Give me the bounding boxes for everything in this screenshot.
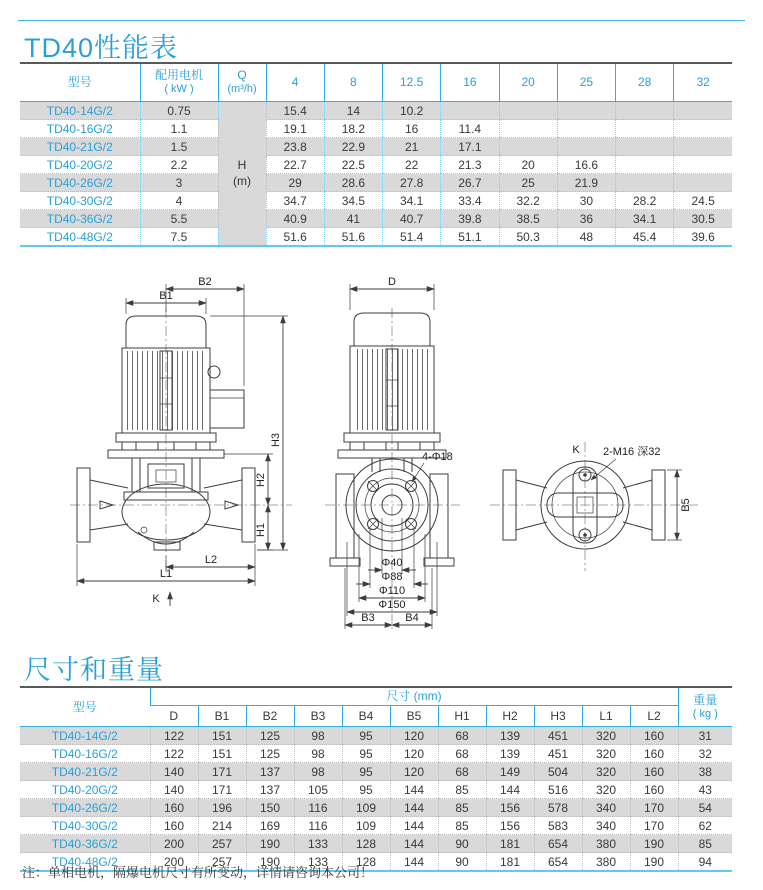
dimension-cell: 160 [630, 727, 678, 745]
dimension-cell: 151 [198, 745, 246, 763]
head-value-cell: 33.4 [441, 192, 499, 210]
dimension-cell: 85 [438, 781, 486, 799]
head-value-cell: 21.3 [441, 156, 499, 174]
dimension-cell: 122 [150, 727, 198, 745]
col-header-flow-4: 20 [499, 63, 557, 102]
model-cell: TD40-36G/2 [20, 210, 140, 228]
dimension-cell: 98 [294, 763, 342, 781]
head-value-cell: 22.7 [266, 156, 324, 174]
dimension-cell: 160 [150, 799, 198, 817]
dimension-cell: 125 [246, 745, 294, 763]
dimension-weight-table [20, 686, 732, 872]
motor-kw-cell: 1.5 [140, 138, 218, 156]
top-rule [18, 20, 745, 21]
head-unit-cell: H (m) [218, 102, 266, 247]
head-value-cell: 41 [324, 210, 382, 228]
motor-kw-cell: 2.2 [140, 156, 218, 174]
head-value-cell: 51.6 [324, 228, 382, 247]
head-value-cell: 17.1 [441, 138, 499, 156]
dimension-cell: 320 [582, 763, 630, 781]
dimension-cell: 120 [390, 763, 438, 781]
head-value-cell [674, 102, 732, 120]
col-header-model: 型号 [20, 687, 150, 727]
dim-label-h3: H3 [270, 432, 282, 448]
dimension-cell: 95 [342, 745, 390, 763]
dimension-cell: 85 [438, 817, 486, 835]
dimension-cell: 150 [246, 799, 294, 817]
col-header-dim-H1: H1 [438, 706, 486, 727]
col-header-flow-6: 28 [616, 63, 674, 102]
head-value-cell: 15.4 [266, 102, 324, 120]
head-value-cell: 19.1 [266, 120, 324, 138]
head-value-cell: 38.5 [499, 210, 557, 228]
dimension-cell: 170 [630, 817, 678, 835]
head-value-cell [616, 138, 674, 156]
weight-cell: 85 [678, 835, 732, 853]
dimension-cell: 109 [342, 817, 390, 835]
dimension-cell: 144 [486, 781, 534, 799]
perf-row-TD40-20G/2 [20, 156, 732, 174]
head-value-cell [557, 120, 615, 138]
dimension-cell: 169 [246, 817, 294, 835]
head-value-cell: 28.2 [616, 192, 674, 210]
dimension-cell: 90 [438, 835, 486, 853]
dimension-cell: 85 [438, 799, 486, 817]
dimension-cell: 578 [534, 799, 582, 817]
dimension-cell: 190 [246, 853, 294, 872]
head-value-cell: 22.5 [324, 156, 382, 174]
dimension-cell: 190 [246, 835, 294, 853]
dim-label-b5: B5 [680, 498, 692, 512]
model-cell: TD40-26G/2 [20, 799, 150, 817]
front-view-drawing [325, 276, 460, 630]
dimension-cell: 200 [150, 853, 198, 872]
col-header-flow-0: 4 [266, 63, 324, 102]
perf-row-TD40-36G/2 [20, 210, 732, 228]
bolt-hole [406, 519, 417, 530]
perf-row-TD40-30G/2 [20, 192, 732, 210]
dimensions-section-title: 尺寸和重量 [24, 655, 164, 685]
col-header-motor: 配用电机 ( kW ) [140, 63, 218, 102]
dimension-cell: 144 [390, 799, 438, 817]
dimension-cell: 583 [534, 817, 582, 835]
performance-section-title: TD40性能表 [24, 33, 179, 63]
weight-cell: 31 [678, 727, 732, 745]
dimension-cell: 144 [390, 835, 438, 853]
dim-row-TD40-16G/2 [20, 745, 732, 763]
dimension-cell: 181 [486, 853, 534, 872]
head-value-cell [616, 102, 674, 120]
head-value-cell [674, 174, 732, 192]
model-cell: TD40-16G/2 [20, 745, 150, 763]
dim-label-b4: B4 [405, 612, 419, 624]
perf-row-TD40-16G/2 [20, 120, 732, 138]
model-cell: TD40-20G/2 [20, 156, 140, 174]
dimension-cell: 105 [294, 781, 342, 799]
dimension-cell: 516 [534, 781, 582, 799]
col-header-dim-B1: B1 [198, 706, 246, 727]
head-value-cell: 26.7 [441, 174, 499, 192]
dimension-cell: 654 [534, 853, 582, 872]
head-value-cell: 34.1 [383, 192, 441, 210]
dimension-cell: 68 [438, 727, 486, 745]
model-cell: TD40-14G/2 [20, 102, 140, 120]
head-value-cell [557, 102, 615, 120]
model-cell: TD40-16G/2 [20, 120, 140, 138]
head-value-cell [499, 102, 557, 120]
dimension-cell: 133 [294, 853, 342, 872]
dimension-cell: 257 [198, 835, 246, 853]
col-header-dim-B4: B4 [342, 706, 390, 727]
dimension-cell: 95 [342, 763, 390, 781]
head-value-cell: 10.2 [383, 102, 441, 120]
dimension-cell: 90 [438, 853, 486, 872]
col-header-dim-B2: B2 [246, 706, 294, 727]
dimension-cell: 160 [630, 763, 678, 781]
col-header-flow-1: 8 [324, 63, 382, 102]
head-value-cell: 48 [557, 228, 615, 247]
col-header-weight: 重量 ( kg ) [678, 687, 732, 727]
perf-row-TD40-26G/2 [20, 174, 732, 192]
col-header-dim-H3: H3 [534, 706, 582, 727]
head-value-cell [674, 138, 732, 156]
col-header-dim-L1: L1 [582, 706, 630, 727]
dimension-cell: 451 [534, 745, 582, 763]
bolt-hole [368, 481, 379, 492]
head-value-cell [616, 174, 674, 192]
motor-kw-cell: 4 [140, 192, 218, 210]
dimension-cell: 380 [582, 835, 630, 853]
motor-kw-cell: 7.5 [140, 228, 218, 247]
dimension-cell: 139 [486, 727, 534, 745]
dim-label-b2: B2 [198, 276, 212, 288]
head-value-cell: 36 [557, 210, 615, 228]
head-value-cell: 39.6 [674, 228, 732, 247]
dimension-cell: 144 [390, 853, 438, 872]
dimension-cell: 116 [294, 799, 342, 817]
dimension-cell: 128 [342, 835, 390, 853]
dim-label-l2: L2 [204, 554, 218, 566]
dimension-cell: 140 [150, 763, 198, 781]
dimension-cell: 181 [486, 835, 534, 853]
dimension-cell: 160 [630, 745, 678, 763]
head-value-cell [616, 120, 674, 138]
dimension-cell: 68 [438, 745, 486, 763]
head-value-cell: 51.6 [266, 228, 324, 247]
dimension-cell: 156 [486, 817, 534, 835]
dimension-cell: 160 [150, 817, 198, 835]
dim-label-k-top: K [572, 444, 580, 456]
dimension-cell: 214 [198, 817, 246, 835]
dimension-cell: 137 [246, 781, 294, 799]
head-value-cell [557, 138, 615, 156]
dimension-cell: 122 [150, 745, 198, 763]
model-cell: TD40-20G/2 [20, 781, 150, 799]
dim-label-phi150: Φ150 [378, 599, 406, 611]
head-value-cell [674, 156, 732, 174]
model-cell: TD40-21G/2 [20, 138, 140, 156]
col-header-model: 型号 [20, 63, 140, 102]
dimension-cell: 109 [342, 799, 390, 817]
model-cell: TD40-30G/2 [20, 817, 150, 835]
dim-row-TD40-36G/2 [20, 835, 732, 853]
model-cell: TD40-21G/2 [20, 763, 150, 781]
head-value-cell: 34.5 [324, 192, 382, 210]
head-value-cell: 28.6 [324, 174, 382, 192]
model-cell: TD40-14G/2 [20, 727, 150, 745]
head-value-cell: 16.6 [557, 156, 615, 174]
col-header-dim-H2: H2 [486, 706, 534, 727]
head-value-cell: 51.4 [383, 228, 441, 247]
head-value-cell: 51.1 [441, 228, 499, 247]
head-value-cell: 39.8 [441, 210, 499, 228]
dim-label-h2: H2 [255, 472, 267, 488]
dimension-cell: 120 [390, 727, 438, 745]
head-value-cell: 25 [499, 174, 557, 192]
col-header-size-group: 尺寸 (mm) [150, 687, 678, 706]
model-cell: TD40-26G/2 [20, 174, 140, 192]
dimension-cell: 140 [150, 781, 198, 799]
dim-label-h1: H1 [255, 522, 267, 538]
bolt-hole [406, 481, 417, 492]
head-value-cell: 20 [499, 156, 557, 174]
footnote: 注：单相电机，隔爆电机尺寸有所变动，详情请咨询本公司！ [22, 865, 374, 880]
head-value-cell: 21.9 [557, 174, 615, 192]
dimension-cell: 98 [294, 745, 342, 763]
head-value-cell: 23.8 [266, 138, 324, 156]
head-value-cell [674, 120, 732, 138]
weight-cell: 38 [678, 763, 732, 781]
pump-dimension-drawings [20, 268, 745, 646]
dimension-cell: 340 [582, 817, 630, 835]
weight-cell: 62 [678, 817, 732, 835]
col-header-q: Q (m³/h) [218, 63, 266, 102]
model-cell: TD40-30G/2 [20, 192, 140, 210]
model-cell: TD40-48G/2 [20, 853, 150, 872]
head-value-cell: 30.5 [674, 210, 732, 228]
dimension-cell: 654 [534, 835, 582, 853]
col-header-flow-5: 25 [557, 63, 615, 102]
head-value-cell: 29 [266, 174, 324, 192]
model-cell: TD40-48G/2 [20, 228, 140, 247]
head-value-cell [441, 102, 499, 120]
dimension-cell: 171 [198, 781, 246, 799]
dimension-cell: 190 [630, 835, 678, 853]
dimension-cell: 139 [486, 745, 534, 763]
dim-label-d: D [388, 276, 396, 288]
head-value-cell [499, 138, 557, 156]
dimension-cell: 200 [150, 835, 198, 853]
dimension-cell: 95 [342, 781, 390, 799]
head-value-cell [616, 156, 674, 174]
weight-cell: 54 [678, 799, 732, 817]
dim-label-phi88: Φ88 [381, 571, 403, 583]
head-value-cell: 24.5 [674, 192, 732, 210]
dim-label-b1: B1 [159, 290, 173, 302]
dimension-cell: 98 [294, 727, 342, 745]
dimension-cell: 144 [390, 781, 438, 799]
dim-label-k-left: K [152, 593, 160, 605]
dimension-cell: 320 [582, 727, 630, 745]
performance-table [20, 62, 732, 247]
col-header-dim-L2: L2 [630, 706, 678, 727]
dimension-cell: 196 [198, 799, 246, 817]
dimension-cell: 95 [342, 727, 390, 745]
col-header-dim-D: D [150, 706, 198, 727]
dimension-header-row-1 [20, 687, 732, 706]
dimension-cell: 380 [582, 853, 630, 872]
head-value-cell: 21 [383, 138, 441, 156]
motor-kw-cell: 3 [140, 174, 218, 192]
dimension-cell: 68 [438, 763, 486, 781]
head-value-cell: 11.4 [441, 120, 499, 138]
dimension-cell: 160 [630, 781, 678, 799]
dimension-cell: 144 [390, 817, 438, 835]
performance-header-row [20, 63, 732, 102]
col-header-flow-2: 12.5 [383, 63, 441, 102]
head-value-cell: 30 [557, 192, 615, 210]
dimension-cell: 340 [582, 799, 630, 817]
weight-cell: 43 [678, 781, 732, 799]
dimension-cell: 156 [486, 799, 534, 817]
dimension-cell: 320 [582, 781, 630, 799]
dimension-cell: 451 [534, 727, 582, 745]
head-value-cell: 40.9 [266, 210, 324, 228]
head-value-cell: 34.7 [266, 192, 324, 210]
motor-kw-cell: 1.1 [140, 120, 218, 138]
head-value-cell: 32.2 [499, 192, 557, 210]
motor-kw-cell: 0.75 [140, 102, 218, 120]
dim-label-phi40: Φ40 [381, 557, 403, 569]
dimension-cell: 257 [198, 853, 246, 872]
dimension-cell: 151 [198, 727, 246, 745]
model-cell: TD40-36G/2 [20, 835, 150, 853]
perf-row-TD40-48G/2 [20, 228, 732, 247]
perf-row-TD40-14G/2 [20, 102, 732, 120]
dimension-cell: 320 [582, 745, 630, 763]
motor-side [108, 316, 244, 458]
head-value-cell: 22.9 [324, 138, 382, 156]
dim-row-TD40-20G/2 [20, 781, 732, 799]
head-value-cell: 27.8 [383, 174, 441, 192]
dimension-cell: 171 [198, 763, 246, 781]
dim-row-TD40-26G/2 [20, 799, 732, 817]
weight-cell: 94 [678, 853, 732, 872]
dim-label-thread: 2-M16 深32 [603, 446, 661, 458]
dim-label-b3: B3 [361, 612, 375, 624]
dimension-cell: 120 [390, 745, 438, 763]
head-value-cell: 18.2 [324, 120, 382, 138]
bolt-hole [368, 519, 379, 530]
dimension-cell: 149 [486, 763, 534, 781]
dim-row-TD40-30G/2 [20, 817, 732, 835]
dim-row-TD40-14G/2 [20, 727, 732, 745]
head-value-cell: 22 [383, 156, 441, 174]
head-value-cell: 40.7 [383, 210, 441, 228]
dimension-cell: 504 [534, 763, 582, 781]
head-value-cell: 14 [324, 102, 382, 120]
dimension-cell: 170 [630, 799, 678, 817]
col-header-flow-7: 32 [674, 63, 732, 102]
col-header-flow-3: 16 [441, 63, 499, 102]
motor-kw-cell: 5.5 [140, 210, 218, 228]
side-view-drawing [70, 276, 292, 606]
head-value-cell: 50.3 [499, 228, 557, 247]
dimension-cell: 190 [630, 853, 678, 872]
col-header-dim-B5: B5 [390, 706, 438, 727]
weight-cell: 32 [678, 745, 732, 763]
dimension-cell: 137 [246, 763, 294, 781]
dimension-cell: 133 [294, 835, 342, 853]
head-value-cell: 45.4 [616, 228, 674, 247]
head-value-cell: 34.1 [616, 210, 674, 228]
head-value-cell [499, 120, 557, 138]
dim-label-bolt-holes: 4-Φ18 [422, 451, 453, 463]
top-view-drawing [490, 442, 700, 571]
dim-row-TD40-21G/2 [20, 763, 732, 781]
head-value-cell: 16 [383, 120, 441, 138]
dim-label-l1: L1 [159, 568, 173, 580]
col-header-dim-B3: B3 [294, 706, 342, 727]
dimension-cell: 125 [246, 727, 294, 745]
dimension-cell: 116 [294, 817, 342, 835]
perf-row-TD40-21G/2 [20, 138, 732, 156]
dimension-cell: 128 [342, 853, 390, 872]
dim-label-phi110: Φ110 [378, 585, 406, 597]
